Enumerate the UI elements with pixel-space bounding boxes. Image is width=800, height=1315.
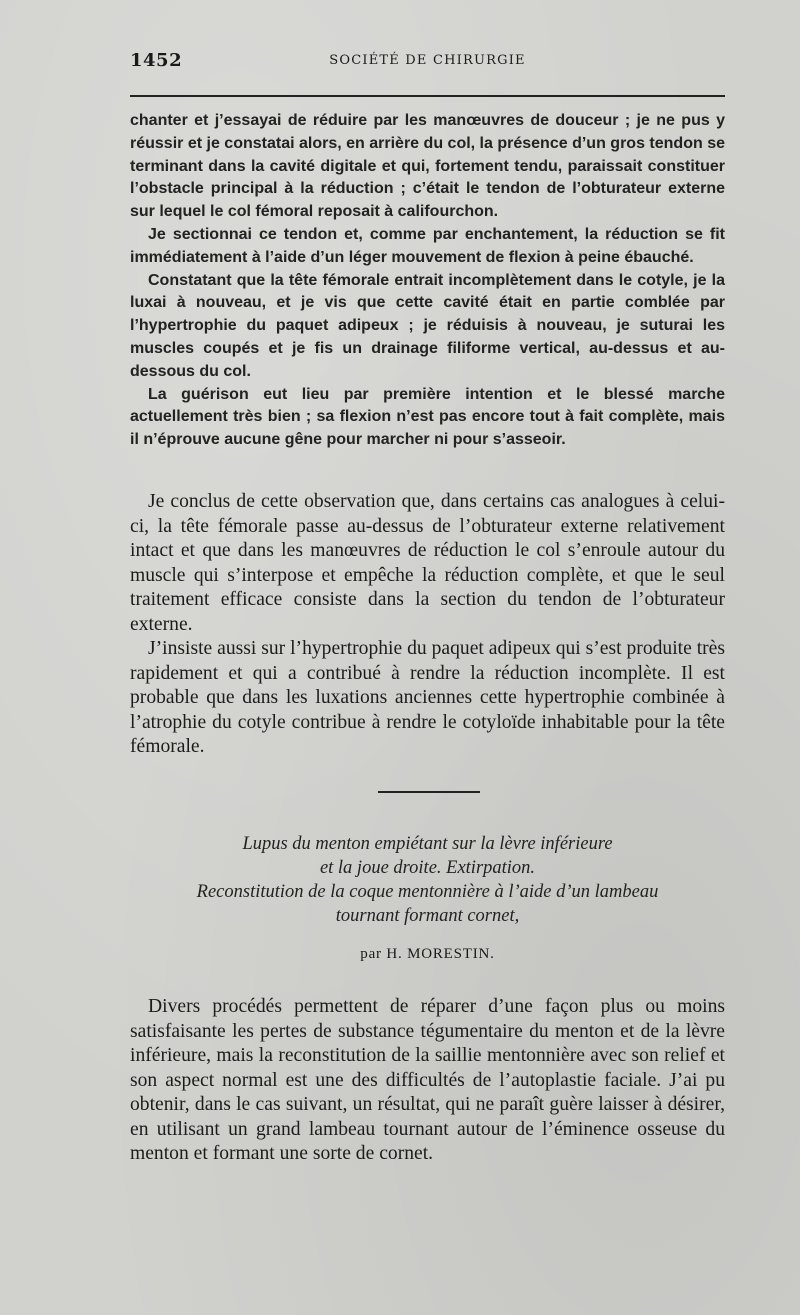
title-line: tournant formant cornet, [335,906,520,926]
article-title [130,832,725,928]
section-separator [378,791,480,793]
case-report-text [130,110,725,452]
article-paragraph: Divers procédés permettent de réparer d’une façon plus ou moins satisfaisante les pertes de substance tégumentaire du menton et de la lèvre inférieure, mais la reconstitution de la saillie mentonnière avec son relief et son aspect normal est une des difficultés de l’autoplastie faciale. J’ai pu obtenir, dans le cas suivant, un résultat, qui ne paraît guère laisser à désirer, en utilisant un grand lambeau tournant autour de l’éminence osseuse du menton et formant une sorte de cornet. [130,996,725,1164]
title-line: Lupus du menton empiétant sur la lèvre inférieure [242,834,613,854]
page-number: 1452 [130,50,183,71]
article-body [130,995,725,1167]
case-paragraph: La guérison eut lieu par première intention et le blessé marche actuellement très bien ; sa flexion n’est pas encore tout à fait complète, mais il n’éprouve aucune gêne pour marcher ni pour s’asseoir. [130,385,725,449]
header-rule [130,95,725,97]
conclusion-paragraph: Je conclus de cette observation que, dans certains cas analogues à celui-ci, la tête fémorale passe au-dessus de l’obturateur externe relativement intact et que dans les manœuvres de réduction le col s’enroule autour du muscle qui s’interpose et empêche la réduction complète, et que le seul traitement efficace consiste dans la section du tendon de l’obturateur externe. [130,491,725,635]
case-paragraph: Je sectionnai ce tendon et, comme par enchantement, la réduction se fit immédiatement à l’aide d’un léger mouvement de flexion à peine ébauché. [130,225,725,266]
title-line: Reconstitution de la coque mentonnière à l’aide d’un lambeau [196,882,659,902]
running-head: SOCIÉTÉ DE CHIRURGIE [329,53,526,68]
conclusion-text [130,490,725,760]
case-paragraph: chanter et j’essayai de réduire par les manœuvres de douceur ; je ne pus y réussir et je constatai alors, en arrière du col, la présence d’un gros tendon se terminant dans la cavité digitale et qui, fortement tendu, paraissait constituer l’obstacle principal à la réduction ; c’était le tendon de l’obturateur externe sur lequel le col fémoral reposait à califourchon. [130,112,725,221]
case-paragraph: Constatant que la tête fémorale entrait incomplètement dans le cotyle, je la luxai à nouveau, et je vis que cette cavité était en partie comblée par l’hypertrophie du paquet adipeux ; je réduisis à nouveau, je suturai les muscles coupés et je fis un drainage filiforme vertical, au-dessus et au-dessous du col. [130,271,725,380]
article-byline: par H. MORESTIN. [360,946,495,962]
page-header [130,50,725,76]
title-line: et la joue droite. Extirpation. [319,858,536,878]
conclusion-paragraph: J’insiste aussi sur l’hypertrophie du paquet adipeux qui s’est produite très rapidement et qui a contribué à rendre la réduction incomplète. Il est probable que dans les luxations anciennes cette hypertrophie combinée à l’atrophie du cotyle contribue à rendre le cotyloïde inhabitable pour la tête fémorale. [130,638,725,757]
